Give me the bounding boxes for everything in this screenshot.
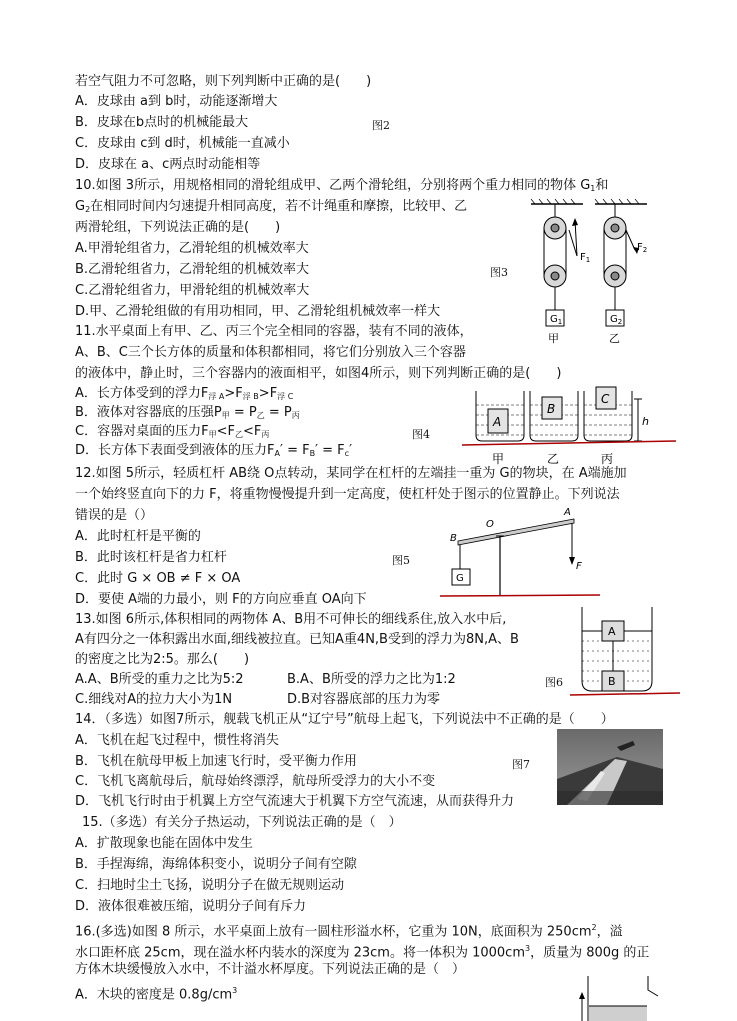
q10-stem-line3: 两滑轮组，下列说法正确的是( ) — [75, 220, 281, 235]
q10-option-a: A.甲滑轮组省力，乙滑轮组的机械效率大 — [75, 241, 309, 256]
figure-3-pulleys — [525, 198, 655, 348]
q11-option-c: C．容器对桌面的压力$F_甲<F_乙<F_丙$ — [75, 424, 270, 439]
q12-option-d: D．要使 A端的力最小，则 F的方向应垂直 OA向下 — [75, 592, 367, 607]
q15-option-c: C．扫地时尘土飞扬，说明分子在做无规则运动 — [75, 878, 345, 893]
height-label: h — [642, 415, 649, 428]
object-a-label: A — [608, 625, 616, 638]
force-f-label: F — [576, 561, 582, 572]
q10-stem-line1: 10.如图 3所示，用规格相同的滑轮组成甲、乙两个滑轮组，分别将两个重力相同的物体 $G_1$和 — [75, 178, 609, 193]
q11-option-b: B．液体对容器底的压强$P_甲 = P_乙 = P_丙$ — [75, 405, 300, 420]
q9-option-d: D．皮球在 a、c两点时动能相等 — [75, 157, 261, 172]
point-o-label: O — [486, 519, 494, 530]
q16-option-a: A．木块的密度是 $0.8g/cm^3$ — [75, 986, 238, 1003]
q12-option-c: C．此时 G × OB ≠ F × OA — [75, 571, 241, 586]
q16-stem-line2: 水口距杯底 25cm，现在溢水杯内装水的深度为 23cm。将一体积为 $1000cm^3$，质量为 800g 的正 — [75, 944, 650, 961]
weight-label: G — [456, 573, 464, 584]
label-g1: $G_1$ — [550, 314, 563, 326]
block-b-label: B — [547, 402, 556, 416]
label-f2: $F_2$ — [637, 242, 648, 254]
q12-option-a: A．此时杠杆是平衡的 — [75, 529, 201, 544]
figure-5-caption: 图5 — [392, 554, 410, 567]
q11-stem-line2: A、B、C三个长方体的质量和体积都相同，将它们分别放入三个容器 — [75, 345, 466, 360]
q11-stem-line1: 11.水平桌面上有甲、乙、丙三个完全相同的容器，装有不同的液体， — [75, 324, 473, 339]
q11-option-a: A．长方体受到的浮力$F_{浮 A}>F_{浮 B}>F_{浮 C}$ — [75, 386, 294, 401]
figure-4-containers — [462, 385, 680, 467]
figure-6-beaker — [570, 603, 680, 698]
q13-option-b: B.A、B所受的浮力之比为1:2 — [287, 672, 456, 687]
object-b-label: B — [608, 675, 616, 688]
q16-stem-line1: 16.(多选)如图 8 所示，水平桌面上放有一圆柱形溢水杯，它重为 10N，底面积为 $250cm^2$，溢 — [75, 923, 623, 940]
q14-option-d: D．飞机飞行时由于机翼上方空气流速大于机翼下方空气流速，从而获得升力 — [75, 794, 515, 809]
figure-7-carrier-photo — [557, 729, 663, 805]
q11-option-d: D．长方体下表面受到液体的压力$F_A' = F_B' = F_c'$ — [75, 443, 353, 458]
q10-option-c: C.乙滑轮组省力，甲滑轮组的机械效率大 — [75, 283, 310, 298]
q9-option-a: A．皮球由 a到 b时，动能逐渐增大 — [75, 94, 278, 109]
label-yi: 乙 — [547, 452, 560, 466]
label-bing: 丙 — [601, 452, 614, 466]
figure-7-caption: 图7 — [512, 758, 530, 771]
point-a-label: A — [564, 507, 571, 518]
q9-option-c: C．皮球由 c到 d时，机械能一直减小 — [75, 136, 290, 151]
figure-6-caption: 图6 — [545, 676, 563, 689]
q12-stem-line2: 一个始终竖直向下的力 F，将重物慢慢提升到一定高度，使杠杆处于图示的位置静止。下列说法 — [75, 487, 620, 502]
q15-option-d: D．液体很难被压缩，说明分子间有斥力 — [75, 899, 307, 914]
q16-stem-line3: 方体木块缓慢放入水中，不计溢水杯厚度。下列说法正确的是（ ） — [75, 962, 466, 977]
figure-8-overflow-cup — [574, 966, 664, 1021]
q11-stem-line3: 的液体中，静止时，三个容器内的液面相平，如图4所示，则下列判断正确的是( ) — [75, 366, 562, 381]
q9-stem: 若空气阻力不可忽略，则下列判断中正确的是( ) — [75, 74, 372, 89]
q10-option-b: B.乙滑轮组省力，乙滑轮组的机械效率大 — [75, 262, 310, 277]
q13-option-d: D.B对容器底部的压力为零 — [287, 692, 441, 707]
figure-2-caption: 图2 — [372, 119, 390, 132]
q10-option-d: D.甲、乙滑轮组做的有用功相同，甲、乙滑轮组机械效率一样大 — [75, 304, 441, 319]
q9-option-b: B．皮球在b点时的机械能最大 — [75, 115, 249, 130]
label-f1: $F_1$ — [580, 252, 591, 264]
q13-stem-line2: A有四分之一体积露出水面,细线被拉直。已知A重4N,B受到的浮力为8N,A、B — [75, 632, 519, 647]
block-c-label: C — [601, 392, 610, 406]
point-b-label: B — [450, 533, 457, 544]
figure-5-lever — [440, 503, 600, 603]
q12-stem-line3: 错误的是（） — [75, 508, 154, 523]
figure-3-caption: 图3 — [490, 266, 508, 279]
q14-option-c: C．飞机飞离航母后，航母始终漂浮，航母所受浮力的大小不变 — [75, 774, 436, 789]
label-g2: $G_2$ — [610, 314, 623, 326]
q15-stem: 15.（多选）有关分子热运动，下列说法正确的是（ ） — [82, 815, 402, 830]
q14-option-a: A．飞机在起飞过程中，惯性将消失 — [75, 733, 279, 748]
block-a-label: A — [493, 415, 502, 429]
q13-stem-line1: 13.如图 6所示,体积相同的两物体 A、B用不可伸长的细线系住,放入水中后, — [75, 612, 507, 627]
q14-option-b: B．飞机在航母甲板上加速飞行时，受平衡力作用 — [75, 754, 357, 769]
q15-option-b: B．手捏海绵，海绵体积变小，说明分子间有空隙 — [75, 857, 357, 872]
figure-4-caption: 图4 — [412, 428, 430, 441]
label-jia: 甲 — [548, 332, 559, 345]
q13-stem-line3: 的密度之比为2:5。那么( ) — [75, 652, 250, 667]
q14-stem: 14．（多选）如图7所示，舰载飞机正从“辽宁号”航母上起飞，下列说法中不正确的是（ ） — [75, 712, 614, 727]
q15-option-a: A．扩散现象也能在固体中发生 — [75, 836, 253, 851]
q13-option-a: A.A、B所受的重力之比为5:2 — [75, 672, 244, 687]
q12-option-b: B．此时该杠杆是省力杠杆 — [75, 550, 227, 565]
label-yi: 乙 — [609, 332, 620, 345]
label-jia: 甲 — [492, 452, 505, 466]
q13-option-c: C.细线对A的拉力大小为1N — [75, 692, 233, 707]
q12-stem-line1: 12.如图 5所示，轻质杠杆 AB绕 O点转动，某同学在杠杆的左端挂一重为 G的物块，在 A端施加 — [75, 466, 627, 481]
q10-stem-line2: $G_2$在相同时间内匀速提升相同高度，若不计绳重和摩擦，比较甲、乙 — [75, 199, 468, 214]
